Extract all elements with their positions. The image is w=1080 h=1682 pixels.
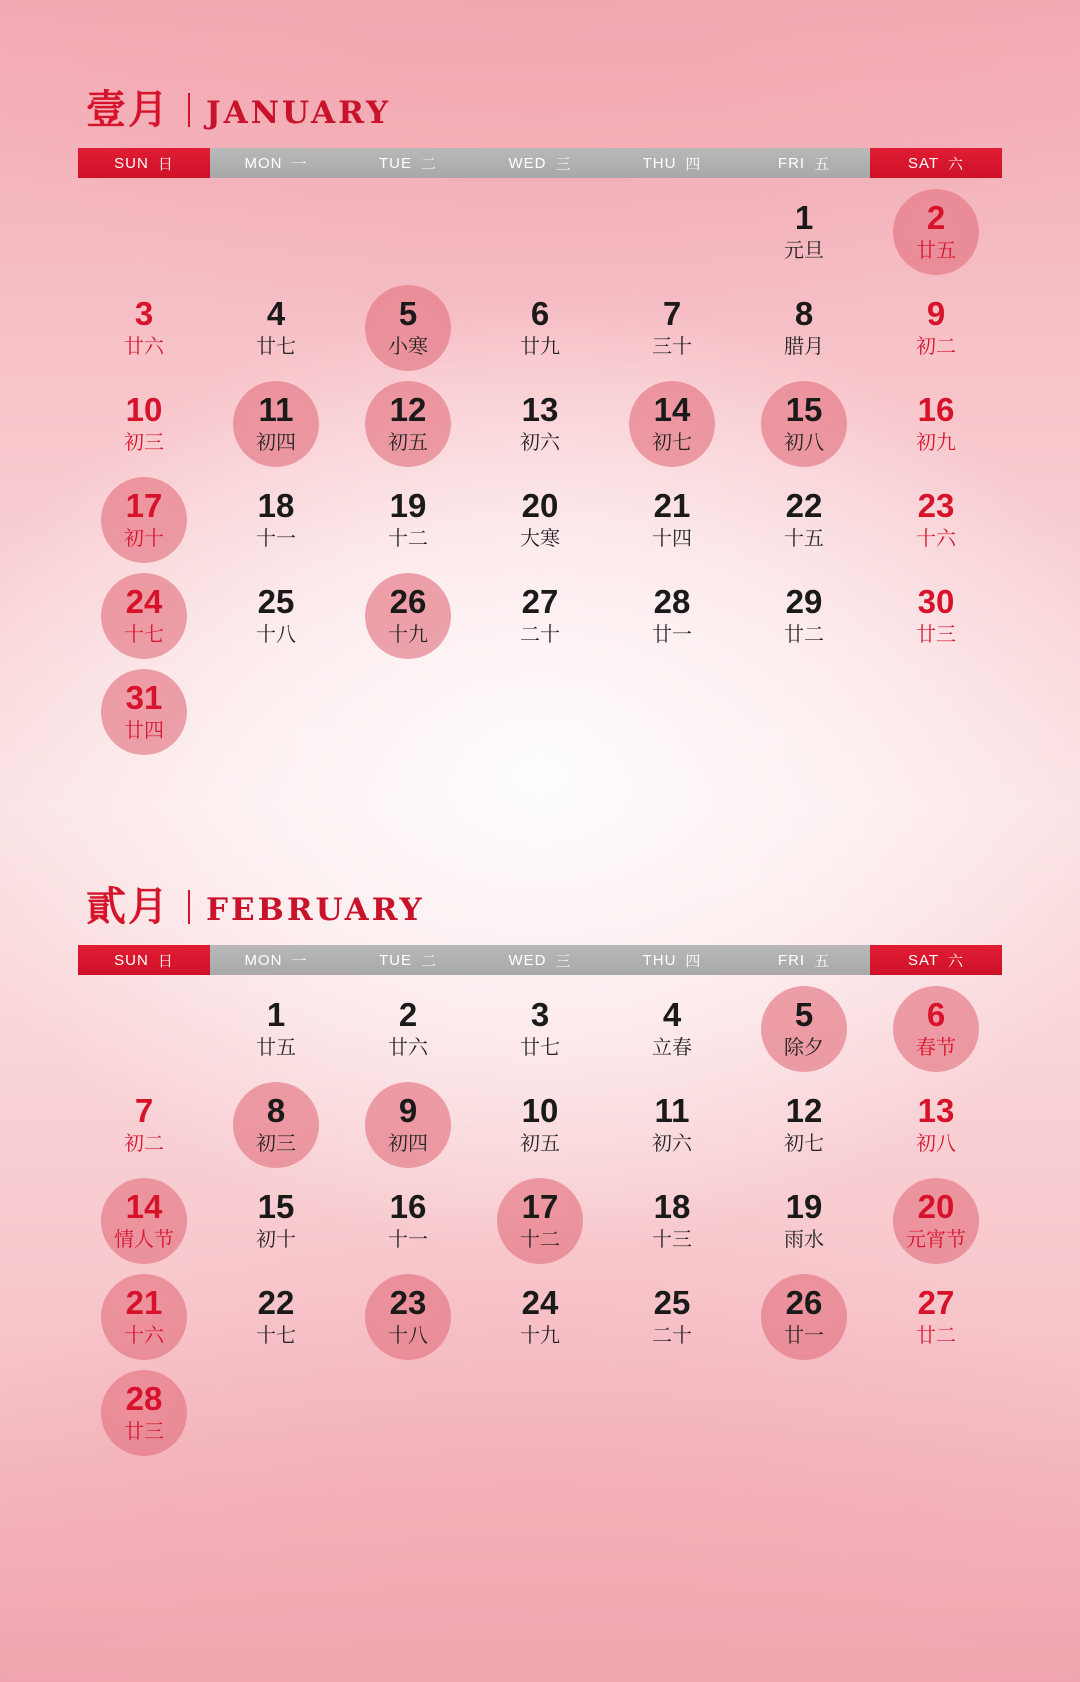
day-number: 24 (521, 1283, 559, 1321)
day-number: 12 (389, 390, 427, 428)
day-number: 10 (125, 390, 163, 428)
day-cell[interactable] (210, 376, 342, 472)
day-lunar-label: 廿七 (520, 1035, 560, 1060)
day-number: 25 (257, 582, 295, 620)
day-cell[interactable] (738, 184, 870, 280)
day-cell-empty (342, 1365, 474, 1461)
weekday-label-en: TUE (378, 951, 412, 969)
day-cell[interactable] (870, 1269, 1002, 1365)
day-lunar-label: 廿二 (916, 1323, 956, 1348)
day-cell-empty (738, 1365, 870, 1461)
weekday-label-en: MON (244, 154, 283, 172)
weekday-cell-wed (474, 148, 606, 178)
day-cell[interactable] (474, 1173, 606, 1269)
day-number: 2 (398, 995, 418, 1033)
day-cell-empty (474, 1365, 606, 1461)
day-cell-empty (474, 184, 606, 280)
day-cell[interactable] (78, 280, 210, 376)
day-lunar-label: 大寒 (520, 526, 560, 551)
weekday-label-cn: 四 (685, 155, 702, 173)
day-lunar-label: 立春 (652, 1035, 692, 1060)
day-cell[interactable] (474, 1269, 606, 1365)
weekday-header-february (78, 945, 1002, 975)
weekday-label-en: SAT (907, 154, 940, 172)
weekday-label-cn: 六 (948, 952, 965, 970)
day-number: 4 (266, 294, 286, 332)
day-number: 6 (530, 294, 550, 332)
day-number: 9 (926, 294, 946, 332)
day-number: 1 (794, 198, 814, 236)
month-title-january (0, 78, 1080, 140)
day-lunar-label: 初三 (124, 430, 164, 455)
day-number: 12 (785, 1091, 823, 1129)
day-number: 22 (257, 1283, 295, 1321)
day-lunar-label: 廿三 (124, 1419, 164, 1444)
day-lunar-label: 初六 (652, 1131, 692, 1156)
day-number: 11 (654, 1091, 690, 1129)
day-lunar-label: 初六 (520, 430, 560, 455)
weekday-label-en: WED (508, 154, 547, 172)
weekday-label-cn: 一 (291, 952, 308, 970)
day-number: 11 (258, 390, 294, 428)
day-lunar-label: 腊月 (784, 334, 824, 359)
day-number: 27 (917, 1283, 955, 1321)
day-number: 7 (662, 294, 682, 332)
day-cell-empty (342, 664, 474, 760)
weekday-cell-thu (606, 945, 738, 975)
day-cell-empty (78, 184, 210, 280)
day-number: 6 (926, 995, 946, 1033)
day-number: 25 (653, 1283, 691, 1321)
day-cell[interactable] (738, 1077, 870, 1173)
month-block-february (0, 875, 1080, 1461)
day-cell[interactable] (606, 376, 738, 472)
day-number: 23 (917, 486, 955, 524)
day-number: 15 (785, 390, 823, 428)
day-number: 8 (794, 294, 814, 332)
day-lunar-label: 初二 (124, 1131, 164, 1156)
day-lunar-label: 廿五 (916, 238, 956, 263)
day-number: 21 (125, 1283, 163, 1321)
day-lunar-label: 初八 (784, 430, 824, 455)
weekday-cell-fri (738, 148, 870, 178)
weekday-label-cn: 三 (555, 952, 572, 970)
day-lunar-label: 初十 (256, 1227, 296, 1252)
day-cell-empty (210, 664, 342, 760)
day-lunar-label: 小寒 (388, 334, 428, 359)
weekday-label-en: SUN (114, 154, 149, 172)
day-cell[interactable] (738, 568, 870, 664)
day-lunar-label: 廿六 (388, 1035, 428, 1060)
day-number: 13 (917, 1091, 955, 1129)
day-lunar-label: 十八 (256, 622, 296, 647)
day-cell[interactable] (870, 1077, 1002, 1173)
weekday-cell-sat (870, 148, 1002, 178)
day-lunar-label: 初五 (520, 1131, 560, 1156)
day-lunar-label: 十九 (520, 1323, 560, 1348)
day-number: 5 (794, 995, 814, 1033)
day-lunar-label: 十二 (520, 1227, 560, 1252)
day-cell-empty (870, 1365, 1002, 1461)
day-number: 27 (521, 582, 559, 620)
day-number: 5 (398, 294, 418, 332)
day-cell-empty (870, 664, 1002, 760)
day-cell[interactable] (342, 1173, 474, 1269)
day-grid-january (78, 184, 1002, 760)
weekday-label-cn: 五 (814, 155, 831, 173)
weekday-label-cn: 日 (157, 155, 174, 173)
weekday-label-en: TUE (378, 154, 412, 172)
day-number: 23 (389, 1283, 427, 1321)
day-number: 14 (125, 1187, 163, 1225)
day-cell[interactable] (474, 280, 606, 376)
day-cell-empty (210, 1365, 342, 1461)
day-number: 18 (653, 1187, 691, 1225)
day-cell[interactable] (738, 1269, 870, 1365)
day-number: 31 (125, 678, 163, 716)
day-number: 17 (125, 486, 163, 524)
day-lunar-label: 十九 (388, 622, 428, 647)
day-cell[interactable] (210, 568, 342, 664)
day-lunar-label: 初五 (388, 430, 428, 455)
day-lunar-label: 雨水 (784, 1227, 824, 1252)
day-cell-empty (606, 184, 738, 280)
weekday-label-en: WED (508, 951, 547, 969)
day-number: 19 (389, 486, 427, 524)
weekday-cell-fri (738, 945, 870, 975)
weekday-label-en: SUN (114, 951, 149, 969)
weekday-cell-mon (210, 148, 342, 178)
day-number: 3 (530, 995, 550, 1033)
day-cell[interactable] (78, 1173, 210, 1269)
day-number: 15 (257, 1187, 295, 1225)
weekday-cell-sun (78, 945, 210, 975)
weekday-header-january (78, 148, 1002, 178)
day-lunar-label: 初四 (256, 430, 296, 455)
day-lunar-label: 十二 (388, 526, 428, 551)
day-cell[interactable] (738, 472, 870, 568)
day-cell[interactable] (474, 568, 606, 664)
day-cell[interactable] (78, 1365, 210, 1461)
month-name-cn: 壹月 (86, 86, 170, 133)
day-cell[interactable] (606, 472, 738, 568)
day-lunar-label: 廿六 (124, 334, 164, 359)
day-lunar-label: 初十 (124, 526, 164, 551)
day-lunar-label: 初四 (388, 1131, 428, 1156)
day-lunar-label: 廿四 (124, 718, 164, 743)
day-cell[interactable] (474, 981, 606, 1077)
day-lunar-label: 初二 (916, 334, 956, 359)
weekday-label-en: FRI (777, 154, 806, 172)
day-number: 20 (521, 486, 559, 524)
weekday-cell-wed (474, 945, 606, 975)
day-lunar-label: 十一 (256, 526, 296, 551)
day-number: 17 (521, 1187, 559, 1225)
weekday-label-en: FRI (777, 951, 806, 969)
day-cell[interactable] (210, 472, 342, 568)
day-number: 22 (785, 486, 823, 524)
day-lunar-label: 廿一 (652, 622, 692, 647)
day-lunar-label: 廿三 (916, 622, 956, 647)
weekday-label-cn: 四 (685, 952, 702, 970)
weekday-label-cn: 二 (420, 155, 437, 173)
day-lunar-label: 十四 (652, 526, 692, 551)
day-number: 24 (125, 582, 163, 620)
day-number: 18 (257, 486, 295, 524)
day-number: 20 (917, 1187, 955, 1225)
weekday-label-cn: 一 (291, 155, 308, 173)
weekday-label-en: MON (244, 951, 283, 969)
day-cell[interactable] (474, 376, 606, 472)
day-lunar-label: 春节 (916, 1035, 956, 1060)
weekday-cell-thu (606, 148, 738, 178)
day-lunar-label: 十七 (256, 1323, 296, 1348)
day-number: 19 (785, 1187, 823, 1225)
weekday-label-cn: 六 (948, 155, 965, 173)
day-lunar-label: 十一 (388, 1227, 428, 1252)
day-number: 26 (785, 1283, 823, 1321)
day-number: 2 (926, 198, 946, 236)
day-cell[interactable] (342, 280, 474, 376)
day-lunar-label: 元旦 (784, 238, 824, 263)
weekday-cell-tue (342, 148, 474, 178)
weekday-cell-mon (210, 945, 342, 975)
day-number: 21 (653, 486, 691, 524)
day-cell[interactable] (606, 981, 738, 1077)
day-lunar-label: 廿七 (256, 334, 296, 359)
day-number: 16 (389, 1187, 427, 1225)
weekday-label-en: THU (642, 154, 677, 172)
day-cell-empty (606, 1365, 738, 1461)
day-number: 7 (134, 1091, 154, 1129)
weekday-cell-sat (870, 945, 1002, 975)
day-cell[interactable] (870, 280, 1002, 376)
day-lunar-label: 十六 (124, 1323, 164, 1348)
day-cell[interactable] (738, 981, 870, 1077)
day-number: 14 (653, 390, 691, 428)
month-name-en: JANUARY (206, 95, 392, 131)
day-lunar-label: 十八 (388, 1323, 428, 1348)
day-lunar-label: 二十 (652, 1323, 692, 1348)
day-cell[interactable] (474, 472, 606, 568)
day-cell[interactable] (606, 568, 738, 664)
month-name-cn: 貳月 (86, 883, 170, 930)
day-number: 3 (134, 294, 154, 332)
month-title-february (0, 875, 1080, 937)
day-lunar-label: 初九 (916, 430, 956, 455)
day-cell[interactable] (606, 1077, 738, 1173)
day-cell-empty (474, 664, 606, 760)
day-cell[interactable] (738, 280, 870, 376)
day-cell[interactable] (342, 1077, 474, 1173)
day-cell[interactable] (78, 1077, 210, 1173)
weekday-label-en: THU (642, 951, 677, 969)
day-grid-february (78, 981, 1002, 1461)
day-cell[interactable] (78, 376, 210, 472)
day-lunar-label: 情人节 (114, 1227, 174, 1252)
day-cell[interactable] (870, 184, 1002, 280)
day-cell[interactable] (78, 472, 210, 568)
day-cell[interactable] (606, 1269, 738, 1365)
day-number: 1 (266, 995, 286, 1033)
day-lunar-label: 除夕 (784, 1035, 824, 1060)
day-cell[interactable] (78, 568, 210, 664)
day-lunar-label: 二十 (520, 622, 560, 647)
day-lunar-label: 十三 (652, 1227, 692, 1252)
day-number: 16 (917, 390, 955, 428)
weekday-cell-tue (342, 945, 474, 975)
day-number: 28 (653, 582, 691, 620)
day-cell[interactable] (342, 472, 474, 568)
day-cell[interactable] (342, 1269, 474, 1365)
day-cell[interactable] (606, 280, 738, 376)
day-number: 9 (398, 1091, 418, 1129)
day-number: 10 (521, 1091, 559, 1129)
day-cell[interactable] (870, 472, 1002, 568)
day-cell-empty (606, 664, 738, 760)
month-name-en: FEBRUARY (206, 892, 425, 928)
day-cell[interactable] (78, 664, 210, 760)
day-lunar-label: 初三 (256, 1131, 296, 1156)
day-cell[interactable] (606, 1173, 738, 1269)
day-lunar-label: 廿九 (520, 334, 560, 359)
day-cell-empty (342, 184, 474, 280)
day-cell[interactable] (870, 376, 1002, 472)
day-number: 28 (125, 1379, 163, 1417)
day-cell[interactable] (342, 568, 474, 664)
day-lunar-label: 十七 (124, 622, 164, 647)
day-cell-empty (738, 664, 870, 760)
day-number: 30 (917, 582, 955, 620)
weekday-label-cn: 三 (555, 155, 572, 173)
day-number: 26 (389, 582, 427, 620)
weekday-label-cn: 五 (814, 952, 831, 970)
day-lunar-label: 初七 (784, 1131, 824, 1156)
day-lunar-label: 廿二 (784, 622, 824, 647)
day-cell-empty (210, 184, 342, 280)
day-lunar-label: 初七 (652, 430, 692, 455)
day-cell[interactable] (870, 1173, 1002, 1269)
day-cell[interactable] (210, 1269, 342, 1365)
day-cell[interactable] (210, 280, 342, 376)
day-cell[interactable] (342, 981, 474, 1077)
day-cell[interactable] (78, 1269, 210, 1365)
day-lunar-label: 十五 (784, 526, 824, 551)
day-cell[interactable] (210, 1173, 342, 1269)
day-cell[interactable] (738, 1173, 870, 1269)
weekday-label-en: SAT (907, 951, 940, 969)
weekday-cell-sun (78, 148, 210, 178)
day-lunar-label: 廿五 (256, 1035, 296, 1060)
day-lunar-label: 初八 (916, 1131, 956, 1156)
day-number: 4 (662, 995, 682, 1033)
day-lunar-label: 十六 (916, 526, 956, 551)
title-separator (188, 890, 190, 924)
day-cell[interactable] (342, 376, 474, 472)
weekday-label-cn: 二 (420, 952, 437, 970)
month-block-january (0, 78, 1080, 760)
day-cell[interactable] (738, 376, 870, 472)
day-cell[interactable] (210, 1077, 342, 1173)
day-lunar-label: 廿一 (784, 1323, 824, 1348)
day-cell[interactable] (870, 568, 1002, 664)
day-number: 29 (785, 582, 823, 620)
day-lunar-label: 三十 (652, 334, 692, 359)
title-separator (188, 93, 190, 127)
day-cell[interactable] (210, 981, 342, 1077)
day-cell[interactable] (474, 1077, 606, 1173)
day-cell[interactable] (870, 981, 1002, 1077)
day-cell-empty (78, 981, 210, 1077)
day-number: 8 (266, 1091, 286, 1129)
day-number: 13 (521, 390, 559, 428)
weekday-label-cn: 日 (157, 952, 174, 970)
day-lunar-label: 元宵节 (906, 1227, 966, 1252)
